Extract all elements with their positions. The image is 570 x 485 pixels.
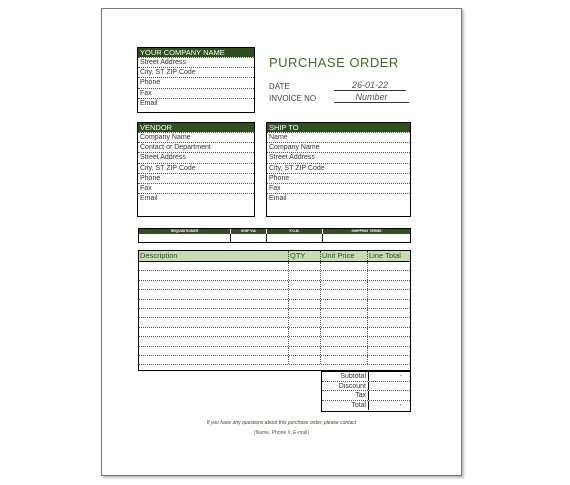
description-cell[interactable]	[139, 347, 289, 355]
table-row	[139, 356, 410, 365]
vendor-contact[interactable]: Contact or Department	[138, 142, 254, 152]
shipping-terms-header: SHIPPING TERMS	[351, 229, 382, 233]
description-header: Description	[139, 251, 289, 261]
vendor-fax[interactable]: Fax	[138, 183, 254, 193]
description-cell[interactable]	[139, 290, 289, 298]
line-total-cell[interactable]	[368, 262, 410, 270]
table-row	[139, 281, 410, 290]
ship-to-email[interactable]: Email	[267, 193, 410, 203]
unit-price-cell[interactable]	[321, 281, 368, 289]
qty-header: QTY	[289, 251, 321, 261]
table-row	[139, 290, 410, 299]
company-box	[137, 47, 255, 113]
vendor-city[interactable]: City, ST ZIP Code	[138, 163, 254, 173]
requisitioner-cell[interactable]	[139, 234, 231, 242]
line-total-cell[interactable]	[368, 356, 410, 364]
tax-value[interactable]	[369, 391, 410, 400]
line-total-cell[interactable]	[368, 271, 410, 279]
unit-price-cell[interactable]	[321, 347, 368, 355]
line-total-cell[interactable]	[368, 318, 410, 326]
description-cell[interactable]	[139, 318, 289, 326]
fob-header: F.O.B.	[267, 229, 323, 234]
line-total-cell[interactable]	[368, 347, 410, 355]
qty-cell[interactable]	[289, 318, 321, 326]
qty-cell[interactable]	[289, 290, 321, 298]
description-cell[interactable]	[139, 281, 289, 289]
table-row	[139, 309, 410, 318]
unit-price-cell[interactable]	[321, 262, 368, 270]
shipping-values-row	[139, 234, 410, 242]
ship-via-header: SHIP VIA	[231, 229, 267, 234]
line-total-cell[interactable]	[368, 337, 410, 345]
fob-cell[interactable]	[267, 234, 323, 242]
line-total-cell[interactable]	[368, 328, 410, 336]
line-total-cell[interactable]	[368, 300, 410, 308]
total-label: Total	[322, 401, 369, 411]
company-street[interactable]: Street Address	[138, 57, 254, 67]
qty-cell[interactable]	[289, 271, 321, 279]
table-row	[139, 347, 410, 356]
unit-price-cell[interactable]	[321, 328, 368, 336]
discount-row	[322, 382, 410, 392]
invoice-label: INVOICE NO	[269, 94, 317, 103]
description-cell[interactable]	[139, 262, 289, 270]
table-row	[139, 262, 410, 271]
date-label: DATE	[269, 82, 290, 91]
footer-contact-info: [Name, Phone #, E-mail]	[254, 430, 309, 436]
unit-price-cell[interactable]	[321, 318, 368, 326]
unit-price-cell[interactable]	[321, 309, 368, 317]
company-city[interactable]: City, ST ZIP Code	[138, 67, 254, 77]
tax-label: Tax	[322, 391, 369, 400]
tax-row	[322, 391, 410, 401]
vendor-phone[interactable]: Phone	[138, 173, 254, 183]
totals-box	[321, 371, 411, 412]
vendor-header: VENDOR	[138, 123, 254, 132]
ship-to-name[interactable]: Name	[267, 132, 410, 142]
unit-price-cell[interactable]	[321, 337, 368, 345]
discount-value[interactable]	[369, 382, 410, 391]
line-total-cell[interactable]	[368, 309, 410, 317]
qty-cell[interactable]	[289, 309, 321, 317]
ship-to-fax[interactable]: Fax	[267, 183, 410, 193]
vendor-company[interactable]: Company Name	[138, 132, 254, 142]
footer-contact-note: If you have any questions about this purchase order, please contact	[206, 420, 357, 426]
ship-to-company[interactable]: Company Name	[267, 142, 410, 152]
table-row	[139, 300, 410, 309]
ship-to-header: SHIP TO	[267, 123, 410, 132]
qty-cell[interactable]	[289, 328, 321, 336]
unit-price-cell[interactable]	[321, 290, 368, 298]
description-cell[interactable]	[139, 337, 289, 345]
table-row	[139, 271, 410, 280]
total-value: -	[399, 401, 402, 409]
vendor-street[interactable]: Street Address	[138, 152, 254, 162]
qty-cell[interactable]	[289, 356, 321, 364]
line-total-cell[interactable]	[368, 281, 410, 289]
total-row	[322, 401, 410, 411]
vendor-email[interactable]: Email	[138, 193, 254, 203]
table-row	[139, 337, 410, 346]
table-row	[139, 318, 410, 327]
description-cell[interactable]	[139, 328, 289, 336]
description-cell[interactable]	[139, 271, 289, 279]
shipping-terms-cell[interactable]	[323, 234, 410, 242]
line-total-header: Line Total	[369, 251, 401, 260]
items-body	[139, 262, 410, 365]
unit-price-header: Unit Price	[321, 251, 368, 261]
ship-to-phone[interactable]: Phone	[267, 173, 410, 183]
table-row	[139, 328, 410, 337]
items-table	[138, 250, 411, 371]
date-field[interactable]: 26-01-22	[334, 80, 406, 91]
description-cell[interactable]	[139, 309, 289, 317]
subtotal-value: -	[399, 373, 402, 380]
page-title: PURCHASE ORDER	[269, 55, 399, 70]
ship-via-cell[interactable]	[231, 234, 267, 242]
purchase-order-page	[101, 8, 462, 476]
subtotal-row	[322, 372, 410, 382]
unit-price-cell[interactable]	[321, 300, 368, 308]
ship-to-box	[266, 122, 411, 217]
company-email[interactable]: Email	[138, 98, 254, 108]
description-cell[interactable]	[139, 300, 289, 308]
ship-to-street[interactable]: Street Address	[267, 152, 410, 162]
qty-cell[interactable]	[289, 281, 321, 289]
shipping-table	[138, 228, 411, 243]
requisitioner-header: REQUISITIONER	[139, 229, 231, 234]
company-header: YOUR COMPANY NAME	[138, 48, 254, 57]
qty-cell[interactable]	[289, 347, 321, 355]
unit-price-cell[interactable]	[321, 356, 368, 364]
qty-cell[interactable]	[289, 262, 321, 270]
qty-cell[interactable]	[289, 337, 321, 345]
invoice-field[interactable]: Number	[334, 92, 409, 103]
vendor-box	[137, 122, 255, 217]
company-fax[interactable]: Fax	[138, 88, 254, 98]
qty-cell[interactable]	[289, 300, 321, 308]
line-total-cell[interactable]	[368, 290, 410, 298]
description-cell[interactable]	[139, 356, 289, 364]
ship-to-city[interactable]: City, ST ZIP Code	[267, 163, 410, 173]
discount-label: Discount	[322, 382, 369, 391]
subtotal-label: Subtotal	[322, 372, 369, 381]
unit-price-cell[interactable]	[321, 271, 368, 279]
items-header-row	[139, 251, 410, 262]
company-phone[interactable]: Phone	[138, 77, 254, 87]
